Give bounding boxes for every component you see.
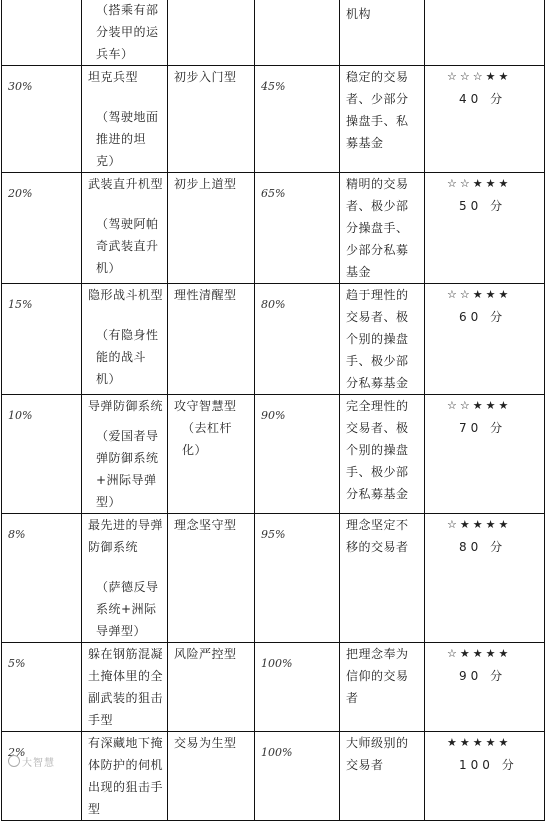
percent-label: 10% — [8, 409, 33, 422]
score-label: 60 分 — [459, 310, 507, 324]
success-rate: 45% — [261, 80, 286, 93]
stage-type: 交易为生型 — [174, 736, 237, 750]
cell-investor — [340, 284, 425, 395]
cell-investor — [340, 395, 425, 514]
table-row — [2, 732, 545, 821]
stage-type: 风险严控型 — [174, 647, 237, 661]
star-rating: ☆☆★★★ — [447, 177, 512, 190]
table-row — [2, 173, 545, 284]
cell-investor — [340, 66, 425, 173]
cell-pct — [2, 732, 82, 821]
percent-label: 20% — [8, 187, 33, 200]
cell-pct — [2, 395, 82, 514]
cell-rating — [425, 284, 545, 395]
success-rate: 90% — [261, 409, 286, 422]
score-label: 70 分 — [459, 421, 507, 435]
weapon-type: 武装直升机型 — [88, 177, 164, 191]
percent-label: 15% — [8, 298, 33, 311]
cell-stage — [168, 173, 255, 284]
cell-rating — [425, 66, 545, 173]
stage-type: 攻守智慧型 — [174, 399, 237, 413]
cell-investor — [340, 643, 425, 732]
cell-pct — [2, 514, 82, 643]
cell-stage — [168, 514, 255, 643]
percent-label: 2% — [8, 746, 26, 759]
cell-weapon — [82, 643, 168, 732]
cell-weapon: （搭乘有部分装甲的运兵车） — [82, 0, 168, 66]
cell-stage — [168, 643, 255, 732]
star-rating: ☆★★★★ — [447, 647, 512, 660]
cell-rating — [425, 514, 545, 643]
score-label: 90 分 — [459, 669, 507, 683]
star-rating: ☆★★★★ — [447, 518, 512, 531]
cell-rating — [425, 395, 545, 514]
cell-pct — [2, 284, 82, 395]
weapon-type: 坦克兵型 — [88, 70, 139, 84]
investor-type: 精明的交易者、极少部分操盘手、少部分私募基金 — [346, 177, 409, 279]
cell-rating — [425, 173, 545, 284]
score-label: 100 分 — [459, 758, 518, 772]
watermark: 大智慧 — [8, 754, 55, 769]
investor-type: 把理念奉为信仰的交易者 — [346, 647, 409, 705]
cell-rate — [255, 0, 340, 66]
cell-investor — [340, 732, 425, 821]
cell-weapon — [82, 514, 168, 643]
cell-rating — [425, 0, 545, 66]
cell-rating — [425, 643, 545, 732]
table-row — [2, 514, 545, 643]
weapon-type: 躲在钢筋混凝土掩体里的全副武装的狙击手型 — [88, 647, 164, 727]
cell-rate — [255, 284, 340, 395]
star-rating: ☆☆★★★ — [447, 288, 512, 301]
success-rate: 80% — [261, 298, 286, 311]
cell-pct — [2, 66, 82, 173]
investor-level-table — [1, 0, 545, 821]
weapon-type: 最先进的导弹防御系统 — [88, 518, 164, 554]
cell-stage — [168, 732, 255, 821]
investor-type: 完全理性的交易者、极个别的操盘手、极少部分私募基金 — [346, 399, 409, 501]
cell-investor — [340, 514, 425, 643]
success-rate: 100% — [261, 657, 293, 670]
score-label: 80 分 — [459, 540, 507, 554]
cell-investor — [340, 173, 425, 284]
star-rating: ☆☆★★★ — [447, 399, 512, 412]
star-rating: ☆☆☆★★ — [447, 70, 512, 83]
table-row — [2, 643, 545, 732]
weapon-type: 导弹防御系统 — [88, 399, 164, 413]
investor-type: 大师级别的交易者 — [346, 736, 409, 772]
cell-rate — [255, 514, 340, 643]
percent-label: 8% — [8, 528, 26, 541]
cell-weapon — [82, 732, 168, 821]
score-label: 40 分 — [459, 92, 507, 106]
cell-rate — [255, 66, 340, 173]
weapon-type: 隐形战斗机型 — [88, 288, 164, 302]
cell-weapon — [82, 66, 168, 173]
cell-pct — [2, 173, 82, 284]
weapon-note: （驾驶阿帕奇武装直升机） — [96, 217, 159, 275]
weapon-note: （萨德反导系统+洲际导弹型） — [96, 580, 159, 638]
success-rate: 65% — [261, 187, 286, 200]
investor-type: 稳定的交易者、少部分操盘手、私募基金 — [346, 70, 409, 150]
cell-investor: 机构 — [340, 0, 425, 66]
table-row — [2, 395, 545, 514]
cell-weapon — [82, 395, 168, 514]
investor-type: 理念坚定不移的交易者 — [346, 518, 409, 554]
investor-type: 趋于理性的交易者、极个别的操盘手、极少部分私募基金 — [346, 288, 409, 390]
cell-weapon — [82, 284, 168, 395]
stage-type: 理性清醒型 — [174, 288, 237, 302]
table-row — [2, 66, 545, 173]
watermark-logo-icon — [8, 755, 20, 767]
success-rate: 100% — [261, 746, 293, 759]
stage-type: 初步上道型 — [174, 177, 237, 191]
cell-pct — [2, 643, 82, 732]
star-rating: ★★★★★ — [447, 736, 512, 749]
cell-rate — [255, 732, 340, 821]
cell-rate — [255, 173, 340, 284]
weapon-note: （驾驶地面推进的坦克） — [96, 110, 159, 168]
success-rate: 95% — [261, 528, 286, 541]
score-label: 50 分 — [459, 199, 507, 213]
cell-stage — [168, 0, 255, 66]
stage-type: 理念坚守型 — [174, 518, 237, 532]
cell-rate — [255, 643, 340, 732]
cell-rating — [425, 732, 545, 821]
cell-rate — [255, 395, 340, 514]
table-row-top — [2, 0, 545, 66]
cell-stage — [168, 284, 255, 395]
weapon-note: （爱国者导弹防御系统+洲际导弹型） — [96, 429, 159, 509]
cell-pct — [2, 0, 82, 66]
percent-label: 5% — [8, 657, 26, 670]
cell-weapon — [82, 173, 168, 284]
table-row — [2, 284, 545, 395]
weapon-note: （有隐身性能的战斗机） — [96, 328, 159, 386]
cell-stage — [168, 395, 255, 514]
cell-stage — [168, 66, 255, 173]
stage-type: 初步入门型 — [174, 70, 237, 84]
percent-label: 30% — [8, 80, 33, 93]
stage-note: （去杠杆化） — [182, 421, 233, 457]
weapon-type: 有深藏地下掩体防护的伺机出现的狙击手型 — [88, 736, 164, 816]
